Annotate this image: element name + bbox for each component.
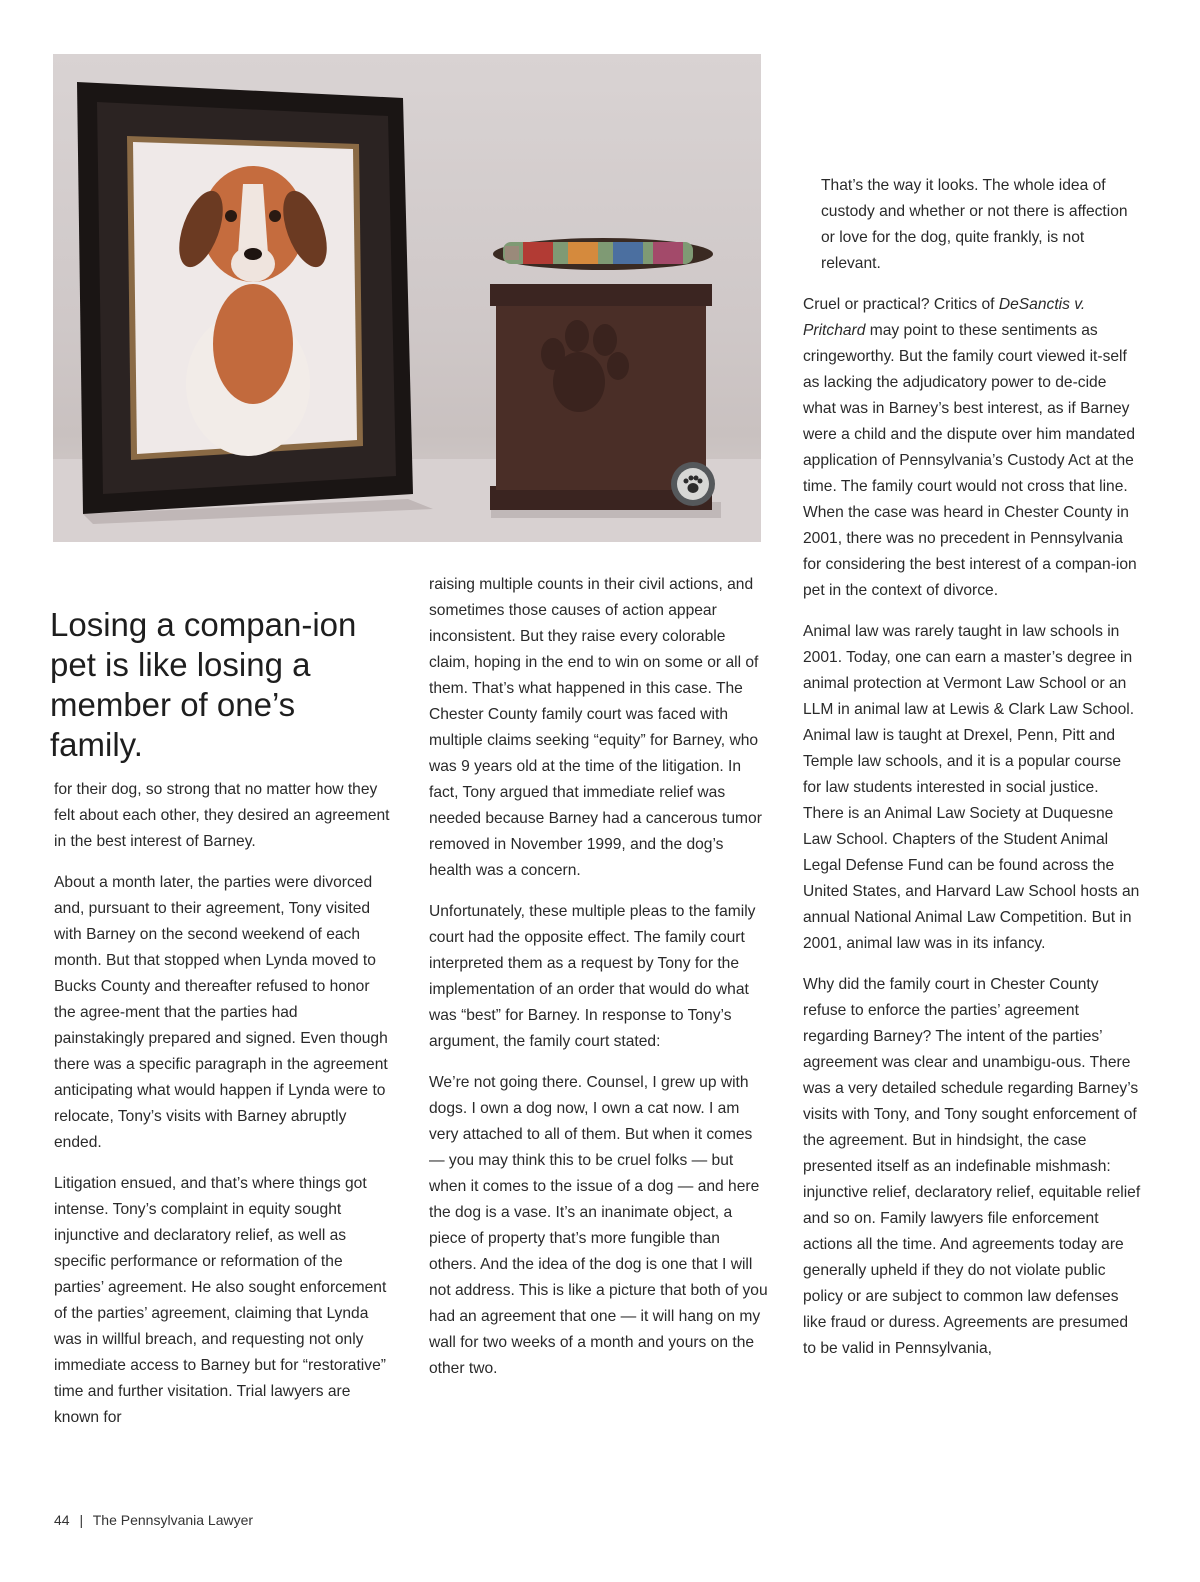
pull-quote-headline: Losing a compan-ion pet is like losing a member of one’s family. <box>50 606 357 764</box>
paragraph: raising multiple counts in their civil actions, and sometimes those causes of action appear inconsistent. But they raise every colorable claim, hoping in the end to win on some or all of them. That’s what happened in this case. The Chester County family court was faced with multiple claims seeking “equity” for Barney, who was 9 years old at the time of the litigation. In fact, Tony argued that immediate relief was needed because Barney had a cancerous tumor removed in November 1999, and the dog’s health was a concern. <box>429 576 762 879</box>
article-photo <box>53 54 761 542</box>
dog-neck <box>213 284 293 404</box>
paragraph: Litigation ensued, and that’s where things got intense. Tony’s complaint in equity sought injunctive and declaratory relief, as well as specific performance or reformation of the parties’ agreement. He also sought enforcement of the parties’ agreement, claiming that Lynda was in willful breach, and requesting not only immediate access to Barney but for “restorative” time and further visitation. Trial lawyers are known for <box>54 1175 387 1426</box>
collar-buckle <box>505 246 519 260</box>
paragraph: About a month later, the parties were divorced and, pursuant to their agreement, Tony visited with Barney on the second weekend of each month. But that stopped when Lynda moved to Bucks County and thereafter refused to honor the agree-ment that the parties had painstakingly prepared and signed. Even though there was a specific paragraph in the agreement anticipating what would happen if Lynda were to relocate, Tony’s visits with Barney abruptly ended. <box>54 874 388 1151</box>
court-quote-continuation: That’s the way it looks. The whole idea of custody and whether or not there is affection or love for the dog, quite frankly, is not relevant. <box>821 177 1128 272</box>
paragraph: Why did the family court in Chester County refuse to enforce the parties’ agreement regarding Barney? The intent of the parties’ agreement was clear and unambigu-ous. There was a very detailed schedule regarding Barney’s visits with Tony, and Tony sought enforcement of the agreement. But in hindsight, the case presented itself as an indefinable mishmash: injunctive relief, declaratory relief, equitable relief and so on. Family lawyers file enforcement actions all the time. And agreements today are generally upheld if they do not violate public policy or are subject to common law defenses like fraud or duress. Agreements are presumed to be valid in Pennsylvania, <box>803 976 1141 1357</box>
page-footer <box>54 1512 259 1528</box>
dog-nose <box>244 248 262 260</box>
dog-collar <box>493 238 713 270</box>
text-run: may point to these sentiments as cringeworthy. But the family court viewed it-self as lacking the adjudicatory power to de-cide what was in Barney’s best interest, as if Barney were a child and the dispute over him mandated application of Pennsylvania’s Custody Act at the time. The family court would not cross that line. When the case was heard in Chester County in 2001, there was no precedent in Pennsylvania for considering the best interest of a compan-ion pet in the context of divorce. <box>803 322 1137 599</box>
dog-blaze <box>238 184 268 254</box>
pet-memorial-illustration <box>53 54 761 542</box>
court-quote: We’re not going there. Counsel, I grew up with dogs. I own a dog now, I own a cat now. I am very attached to all of them. But when it comes — you may think this to be cruel folks — but when it comes to the issue of a dog — and here the dog is a vase. It’s an inanimate object, a piece of property that’s more fungible than others. And the idea of the dog is one that I will not address. This is like a picture that both of you had an agreement that one — it will hang on my wall for two weeks of a month and yours on the other two. <box>429 1074 768 1377</box>
footer-separator: | <box>79 1512 84 1528</box>
paw-tag <box>671 462 715 506</box>
paragraph: for their dog, so strong that no matter how they felt about each other, they desired an agreement in the best interest of Barney. <box>54 781 390 850</box>
middle-column <box>429 572 769 1397</box>
page-number: 44 <box>54 1512 70 1528</box>
urn-lid <box>490 284 712 306</box>
left-column <box>54 777 390 1446</box>
paragraph: Unfortunately, these multiple pleas to the family court had the opposite effect. The family court interpreted them as a request by Tony for the implementation of an order that would do what was “best” for Barney. In response to Tony’s argument, the family court stated: <box>429 903 756 1050</box>
paragraph: Animal law was rarely taught in law schools in 2001. Today, one can earn a master’s degree in animal protection at Vermont Law School or an LLM in animal law at Lewis & Clark Law School. Animal law is taught at Drexel, Penn, Pitt and Temple law schools, and it is a popular course for law students interested in social justice. There is an Animal Law Society at Duquesne Law School. Chapters of the Student Animal Legal Defense Fund can be found across the United States, and Harvard Law School hosts an annual National Animal Law Competition. But in 2001, animal law was in its infancy. <box>803 623 1140 952</box>
case-name: DeSanctis v. Pritchard <box>803 296 1086 339</box>
right-column <box>803 292 1143 1377</box>
text-run: Cruel or practical? Critics of <box>803 296 999 313</box>
paragraph <box>803 292 1143 604</box>
dog-left-eye <box>225 210 237 222</box>
dog-right-eye <box>269 210 281 222</box>
publication-name: The Pennsylvania Lawyer <box>92 1512 254 1528</box>
